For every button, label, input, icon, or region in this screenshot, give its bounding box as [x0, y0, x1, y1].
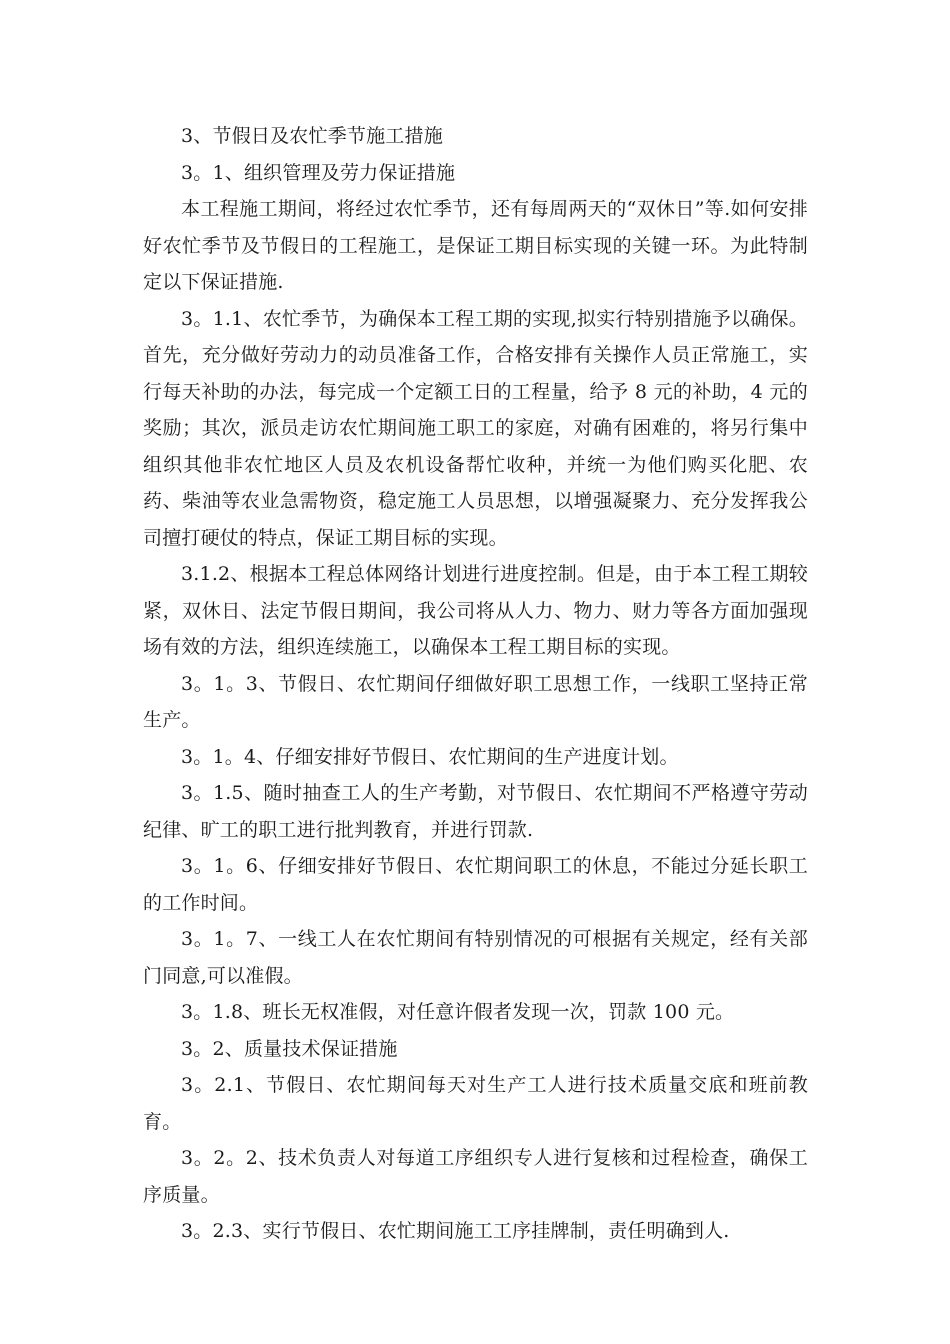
body-paragraph: 3.1.2、根据本工程总体网络计划进行进度控制。但是，由于本工程工期较紧，双休日、法定节假日期间，我公司将从人力、物力、财力等各方面加强现场有效的方法，组织连续施工，以确保本工程工期目标的实现。 — [143, 563, 808, 658]
body-paragraph: 3。2.1、节假日、农忙期间每天对生产工人进行技术质量交底和班前教育。 — [143, 1074, 808, 1133]
body-paragraph: 本工程施工期间，将经过农忙季节，还有每周两天的“双休日”等.如何安排好农忙季节及节假日的工程施工，是保证工期目标实现的关键一环。为此特制定以下保证措施. — [143, 198, 808, 293]
body-paragraph: 3。1.8、班长无权准假，对任意许假者发现一次，罚款 100 元。 — [181, 1001, 735, 1023]
document-body — [143, 118, 808, 1250]
body-paragraph: 3。1。3、节假日、农忙期间仔细做好职工思想工作，一线职工坚持正常生产。 — [143, 672, 808, 731]
body-paragraph: 3。1.5、随时抽查工人的生产考勤，对节假日、农忙期间不严格遵守劳动纪律、旷工的职工进行批判教育，并进行罚款. — [143, 782, 808, 841]
body-paragraph: 3。1。4、仔细安排好节假日、农忙期间的生产进度计划。 — [181, 745, 679, 768]
body-paragraph: 3。2.3、实行节假日、农忙期间施工工序挂牌制，责任明确到人. — [181, 1220, 730, 1242]
subsection-heading: 3。1、组织管理及劳力保证措施 — [181, 161, 456, 184]
body-paragraph: 3。2。2、技术负责人对每道工序组织专人进行复核和过程检查，确保工序质量。 — [143, 1147, 808, 1206]
section-heading: 3、节假日及农忙季节施工措施 — [181, 125, 443, 147]
body-paragraph: 3。1。7、一线工人在农忙期间有特别情况的可根据有关规定，经有关部门同意,可以准假。 — [143, 928, 808, 987]
body-paragraph: 3。1。6、仔细安排好节假日、农忙期间职工的休息，不能过分延长职工的工作时间。 — [143, 855, 808, 914]
subsection-heading: 3。2、质量技术保证措施 — [181, 1037, 398, 1060]
body-paragraph: 3。1.1、农忙季节，为确保本工程工期的实现,拟实行特别措施予以确保。首先，充分做好劳动力的动员准备工作，合格安排有关操作人员正常施工，实行每天补助的办法，每完成一个定额工日的工程量，给予 8 元的补助，4 元的奖励；其次，派员走访农忙期间施工职工的家庭，对确有困难的，将另行集中组织其他非农忙地区人员及农机设备帮忙收种，并统一为他们购买化肥、农药、柴油等农业急需物资，稳定施工人员思想，以增强凝聚力、充分发挥我公司擅打硬仗的特点，保证工期目标的实现。 — [143, 307, 808, 549]
